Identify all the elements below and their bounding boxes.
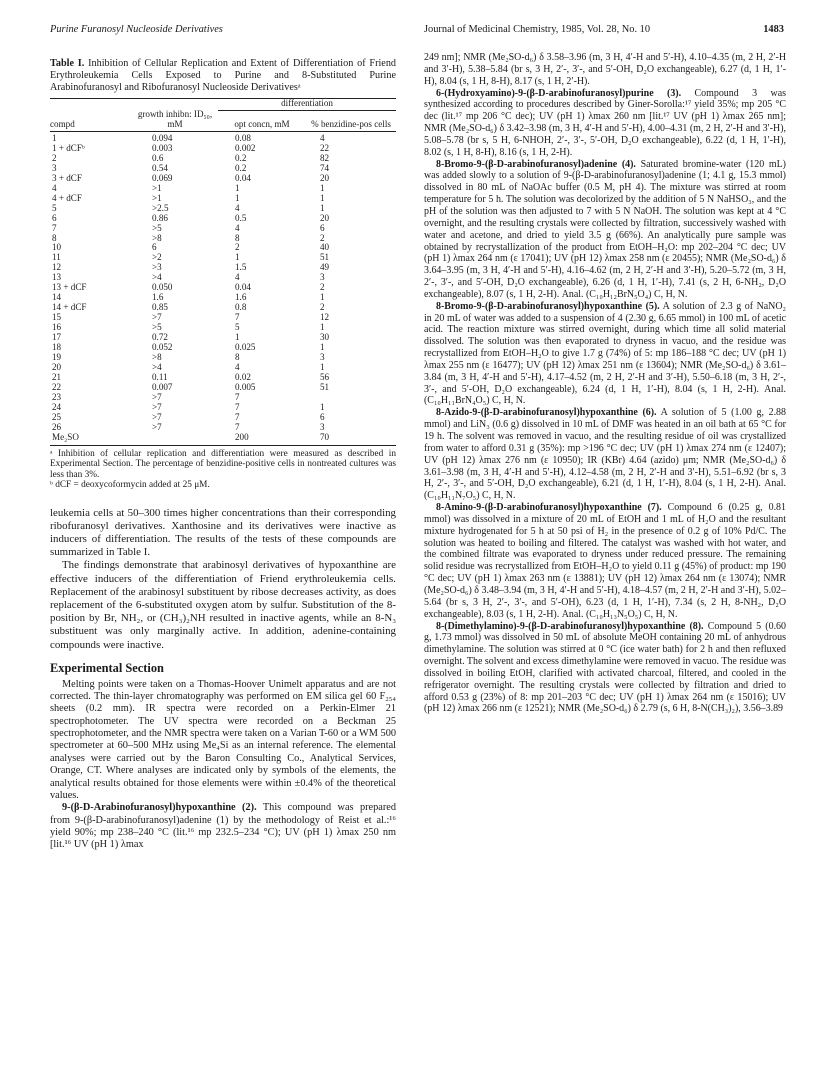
table-cell: 0.8 bbox=[235, 302, 247, 313]
table-cell: 7 bbox=[52, 222, 57, 233]
table-cell: 7 bbox=[235, 391, 240, 402]
table-row bbox=[50, 323, 396, 333]
table-row bbox=[50, 413, 396, 423]
table-cell: 5 bbox=[235, 322, 240, 333]
journal-citation: Journal of Medicinal Chemistry, 1985, Vol. 28, No. 10 bbox=[424, 24, 651, 35]
section-heading: Experimental Section bbox=[50, 660, 164, 675]
table-row bbox=[50, 144, 396, 154]
table-cell: 12 bbox=[320, 312, 330, 323]
page-number: 1483 bbox=[763, 24, 784, 35]
table-row bbox=[50, 393, 396, 403]
table-row bbox=[50, 234, 396, 244]
table-cell: 20 bbox=[320, 172, 330, 183]
table-cell: >7 bbox=[152, 391, 162, 402]
table-cell: 3 bbox=[320, 351, 325, 362]
column-group-header: differentiation bbox=[218, 98, 396, 110]
table-cell: 1 bbox=[320, 341, 325, 352]
compound-text: Compound 6 (0.25 g, 0.81 mmol) was dissolved in a mixture of 20 mL of EtOH and 1 mL of H₂O and the resultant mixture hydrogenated for 5 h at 50 psi of H₂ in the presence of 0.2 g of 10% Pd/C. The solution was heated to boiling and filtered. The catalyst was washed with hot water, and the combined filtrate was evaporated to dryness under reduced pressure. The remaining solid residue was recrystallized from EtOH–H₂O to yield 0.11 g (45%) of product: mp 190 °C dec; UV (pH 1) λmax 263 nm (ε 13881); UV (pH 12) λmax 264 nm (ε 13074); NMR (Me₂SO-d₆) δ 3.48–3.94 (m, 3 H, 4′-H and 5′-H), 4.18–4.57 (m, 2 H, 2′-H and 3′-H), 5.02–5.64 (br s, 3 H, 2′-, 3′-, and 5′-OH), 6.23 (d, 1 H, 1′-H), 7.34 (s, 2 H, 8-NH₂, D₂O exchangeable), 8.03 (s, 1 H, 2-H). Anal. (C₁₀H₁₃N₅O₅) C, H, N. bbox=[424, 502, 786, 620]
compound-heading: 8-Bromo-9-(β-D-arabinofuranosyl)hypoxanthine (5). bbox=[436, 300, 660, 312]
table-cell: 0.2 bbox=[235, 152, 247, 163]
table-row bbox=[50, 224, 396, 234]
table-cell: 4 bbox=[235, 361, 240, 372]
table-cell: 1 bbox=[320, 292, 325, 303]
table-row bbox=[50, 131, 396, 143]
table-cell: 7 bbox=[235, 401, 240, 412]
table-row bbox=[50, 373, 396, 383]
table-cell: 24 bbox=[52, 401, 62, 412]
table-cell: 0.5 bbox=[235, 212, 247, 223]
table-cell: 20 bbox=[320, 212, 330, 223]
table-row bbox=[50, 433, 396, 445]
table-row bbox=[50, 194, 396, 204]
table-cell: 1 bbox=[320, 361, 325, 372]
table-cell: 0.6 bbox=[152, 152, 164, 163]
experimental-paragraph bbox=[424, 301, 786, 408]
table-cell: 1 bbox=[320, 182, 325, 193]
table-cell: 7 bbox=[235, 421, 240, 432]
table-cell: 0.04 bbox=[235, 172, 251, 183]
table-cell: >4 bbox=[152, 361, 162, 372]
table-cell: 70 bbox=[306, 433, 396, 445]
table-row bbox=[50, 283, 396, 293]
table-cell: 8 bbox=[235, 351, 240, 362]
table-cell: 1 bbox=[235, 192, 240, 203]
table-cell: 22 bbox=[52, 381, 62, 392]
table-row bbox=[50, 154, 396, 164]
body-paragraph: The findings demonstrate that arabinosyl derivatives of hypoxanthine are effective inducers of the differentiation of Friend erythroleukemia cells. Replacement of the arabinosyl substituent by ribose decreases activity, as does replacement of the 6-substituted oxygen atom by sulfur. Substitution of the 8-position by Br, NH₂, or (CH₃)₂NH resulted in inactive agents, while an 8-N₃ substituent was only marginally active. In addition, adenine-containing compounds were inactive. bbox=[50, 559, 396, 651]
table-row bbox=[50, 303, 396, 313]
table-row bbox=[50, 243, 396, 253]
table-cell: 3 + dCF bbox=[52, 172, 82, 183]
table-cell: 23 bbox=[52, 391, 62, 402]
column-header: compd bbox=[50, 110, 132, 131]
table-cell: 0.052 bbox=[152, 341, 173, 352]
table-cell: 0.025 bbox=[235, 341, 256, 352]
table-row bbox=[50, 333, 396, 343]
compound-heading: 9-(β-D-Arabinofuranosyl)hypoxanthine (2). bbox=[62, 802, 257, 814]
table-cell: 5 bbox=[52, 202, 57, 213]
table-cell: >4 bbox=[152, 272, 162, 283]
table-cell: 2 bbox=[320, 282, 325, 293]
compound-text: A solution of 2.3 g of NaNO₂ in 20 mL of water was added to a suspension of 4 (2.30 g, 6.65 mmol) in 100 mL of acetic acid. The reaction mixture was stirred overnight, during which time all solid material dissolved. The solution was then evaporated to dryness in vacuo, and the residue was recrystallized from EtOH–H₂O to give 1.7 g (74%) of 5: mp 186–188 °C dec; UV (pH 1) λmax 255 nm (ε 16477); UV (pH 12) λmax 251 nm (ε 13604); NMR (Me₂SO-d₆) δ 3.61–3.84 (m, 3 H, 4′-H and 5′-H), 4.17–4.52 (m, 2 H, 2′-H and 3′-H), 5.50–6.18 (m, 3 H, 2′-, 3′-, and 5′-OH, D₂O exchangeable), 6.24 (d, 1 H, 1′-H), 8.04 (s, 1 H, 2-H). Anal. (C₁₀H₁₁BrN₄O₅) C, H, N. bbox=[424, 300, 786, 407]
table-cell: 1 bbox=[235, 332, 240, 343]
table-cell: >5 bbox=[152, 222, 162, 233]
table-cell: 17 bbox=[52, 332, 62, 343]
table-cell: >2.5 bbox=[152, 202, 169, 213]
table-cell: 1 bbox=[320, 322, 325, 333]
experimental-paragraph bbox=[424, 621, 786, 716]
table-cell: 0.04 bbox=[235, 282, 251, 293]
table-cell: 11 bbox=[52, 252, 61, 263]
table-cell: 22 bbox=[320, 142, 330, 153]
column-header: % benzidine-pos cells bbox=[306, 110, 396, 131]
table-cell: 7 bbox=[235, 312, 240, 323]
table-cell: 56 bbox=[320, 371, 330, 382]
column-header: growth inhibn: ID₅₀, mM bbox=[132, 110, 218, 131]
table-row bbox=[50, 363, 396, 373]
experimental-paragraph bbox=[424, 407, 786, 502]
table-cell: 0.050 bbox=[152, 282, 173, 293]
compound-text: This compound was prepared from 9-(β-D-arabinofuranosyl)adenine (1) by the methodology of Reist et al.:¹⁶ yield 90%; mp 238–240 °C (lit.¹⁶ mp 232.5–234 °C); UV (pH 1) λmax 250 nm [lit.¹⁶ UV (pH 1) λmax bbox=[50, 802, 396, 851]
compound-heading: 8-Bromo-9-(β-D-arabinofuranosyl)adenine (4). bbox=[436, 158, 636, 170]
table-cell: 16 bbox=[52, 322, 62, 333]
table-cell: 25 bbox=[52, 411, 62, 422]
table-cell: 2 bbox=[52, 152, 57, 163]
table-cell: 1.6 bbox=[235, 292, 247, 303]
table-cell: 74 bbox=[320, 162, 330, 173]
table-cell: 2 bbox=[235, 242, 240, 253]
table-cell: 18 bbox=[52, 341, 62, 352]
table-cell: >1 bbox=[152, 192, 162, 203]
table-cell: 200 bbox=[218, 433, 306, 445]
table-cell: 26 bbox=[52, 421, 62, 432]
table-cell: >7 bbox=[152, 312, 162, 323]
experimental-paragraph bbox=[50, 802, 396, 851]
table-cell: 1 bbox=[235, 252, 240, 263]
table-row bbox=[50, 273, 396, 283]
table-cell: >7 bbox=[152, 401, 162, 412]
table-cell: 2 bbox=[320, 302, 325, 313]
table-cell: 0.005 bbox=[235, 381, 256, 392]
table-cell: 0.02 bbox=[235, 371, 251, 382]
table-caption bbox=[50, 58, 396, 95]
table-cell: 10 bbox=[52, 242, 62, 253]
table-row bbox=[50, 214, 396, 224]
table-cell: 4 bbox=[52, 182, 57, 193]
table-cell: >7 bbox=[152, 411, 162, 422]
table-cell: 20 bbox=[52, 361, 62, 372]
table-cell: >8 bbox=[152, 351, 162, 362]
table-cell: 0.2 bbox=[235, 162, 247, 173]
table-cell: 82 bbox=[320, 152, 330, 163]
compound-text: Saturated bromine-water (120 mL) was added slowly to a solution of 9-(β-D-arabinofuranosyl)adenine (1; 4.1 g, 15.3 mmol) dissolved in 80 mL of NaOAc buffer (0.5 M, pH 4). The mixture was stirred at room temperature for 5 h. The solution was decolorized by the addition of 5 N NaHSO₃, and the pH of the solution was then adjusted to 7 with 5 N NaOH. The solution was kept at 4 °C overnight, and the resulting crystals were collected by filtration, successively washed with water and acetone, and dried to yield 3.5 g (66%). An analytically pure sample was obtained by recrystallization of the product from EtOH–H₂O: mp 202–204 °C dec; UV (pH 1) λmax 264 nm (ε 17041); UV (pH 12) λmax 258 nm (ε 20455); NMR (Me₂SO-d₆) δ 3.64–3.95 (m, 3 H, 4′-H and 5′-H), 4.16–4.62 (m, 2 H, 2′-H and 3′-H), 5.20–5.72 (m, 3 H, 2′-, 3′-, and 5′-OH, D₂O exchangeable), 6.26 (d, 1 H, 1′-H), 7.41 (s, 2 H, 6-NH₂, D₂O exchangeable), 8.07 (s, 1 H, 2-H). Anal. (C₁₀H₁₂BrN₅O₄) C, H, N. bbox=[424, 158, 786, 300]
compound-heading: 8-Azido-9-(β-D-arabinofuranosyl)hypoxanthine (6). bbox=[436, 407, 657, 419]
table-cell: 0.11 bbox=[152, 371, 168, 382]
table-cell: 51 bbox=[320, 381, 330, 392]
experimental-paragraph bbox=[424, 502, 786, 620]
table-cell: 13 + dCF bbox=[52, 282, 87, 293]
table-cell: 4 + dCF bbox=[52, 192, 82, 203]
compound-text: A solution of 5 (1.00 g, 2.88 mmol) and LiN₃ (0.6 g) dissolved in 10 mL of DMF was heated in an oil bath at 65 °C for 19 h. The solvent was removed in vacuo, and the resulting residue of oil was crystallized from water to afford 0.31 g (35%): mp >196 °C dec; UV (pH 1) λmax 274 nm (ε 12407); UV (pH 12) λmax 276 nm (ε 10950); IR (KBr) 4.64 (azido) μm; NMR (Me₂SO-d₆) δ 3.61–3.98 (m, 3 H, 4′-H and 5′-H), 4.12–4.58 (m, 2 H, 2′-H and 3′-H), 5.51–6.92 (br s, 3 H, 2′-, 3′-, and 5′-OH, D₂O exchangeable), 6.21 (d, 1 H, 1′-H), 8.04 (s, 1 H, 2-H). Anal. (C₁₀H₁₁N₇O₅) C, H, N. bbox=[424, 407, 786, 502]
table-row bbox=[50, 204, 396, 214]
table-cell: 7 bbox=[235, 411, 240, 422]
table-cell: Me₂SO bbox=[50, 433, 132, 445]
table-cell: 0.094 bbox=[152, 132, 173, 143]
table-cell: 0.069 bbox=[152, 172, 173, 183]
table-cell bbox=[132, 433, 218, 445]
table-row bbox=[50, 383, 396, 393]
table-cell: 19 bbox=[52, 351, 62, 362]
table-cell: 0.007 bbox=[152, 381, 173, 392]
table-cell: 1.5 bbox=[235, 262, 247, 273]
table-cell: 21 bbox=[52, 371, 62, 382]
table-cell: 1 bbox=[320, 202, 325, 213]
table-label: Table I. bbox=[50, 58, 85, 69]
table-cell: >2 bbox=[152, 252, 162, 263]
table-cell: >5 bbox=[152, 322, 162, 333]
table-row bbox=[50, 343, 396, 353]
table-cell: 2 bbox=[320, 232, 325, 243]
table-caption-text: Inhibition of Cellular Replication and Extent of Differentiation of Friend Erythroleukemia Cells Exposed to Purine and 8-Substituted Purine Arabinofuranosyl and Ribofuranosyl Nucleoside Derivativesᵃ bbox=[50, 58, 397, 94]
table-row bbox=[50, 184, 396, 194]
table-cell: 4 bbox=[235, 222, 240, 233]
table-cell: 3 bbox=[320, 272, 325, 283]
table-cell: 1 bbox=[320, 401, 325, 412]
table-cell: 51 bbox=[320, 252, 330, 263]
table-cell: 4 bbox=[320, 132, 325, 143]
table-footnote-a: ᵃ Inhibition of cellular replication and differentiation were measured as described in Experimental Section. The percentage of benzidine-positive cells in nontreated cultures was less than 3%. bbox=[50, 448, 396, 480]
table-cell: 14 bbox=[52, 292, 62, 303]
table-row bbox=[50, 253, 396, 263]
table-cell: 1.6 bbox=[152, 292, 164, 303]
right-column bbox=[424, 52, 786, 715]
table-cell: 0.86 bbox=[152, 212, 168, 223]
table-cell: 0.54 bbox=[152, 162, 168, 173]
table-cell: 0.08 bbox=[235, 132, 251, 143]
table-cell: 0.002 bbox=[235, 142, 256, 153]
table-body bbox=[50, 131, 396, 445]
table-cell: >8 bbox=[152, 232, 162, 243]
table-cell: 6 bbox=[320, 411, 325, 422]
table-row bbox=[50, 164, 396, 174]
table-cell: 6 bbox=[52, 212, 57, 223]
table-cell: 13 bbox=[52, 272, 62, 283]
experimental-paragraph: Melting points were taken on a Thomas-Hoover Unimelt apparatus and are not corrected. The thin-layer chromatography was performed on EM silica gel 60 F₂₅₄ sheets (0.2 mm). IR spectra were recorded on a Perkin-Elmer 21 spectrophotometer. The UV spectra were recorded on a Beckman 25 spectrophotometer, and the NMR spectra were taken on a Varian T-60 or a WM 500 spectrometer at 60–500 MHz using Me₄Si as an internal reference. The elemental analyses were carried out by the Baron Consulting Co., Analytical Services, Orange, CT. Where analyses are indicated only by symbols of the elements, the analytical results obtained for those elements were within ±0.4% of the theoretical values. bbox=[50, 678, 396, 801]
table-row bbox=[50, 293, 396, 303]
table-cell: 1 + dCFᵇ bbox=[52, 142, 85, 153]
table-cell: 0.72 bbox=[152, 332, 168, 343]
table-cell: 12 bbox=[52, 262, 62, 273]
table-row bbox=[50, 423, 396, 433]
compound-text: Compound 5 (0.60 g, 1.73 mmol) was dissolved in 50 mL of absolute MeOH containing 20 mL of anhydrous dimethylamine. The solution was stirred at 0 °C (ice water bath) for 2 h and then refluxed overnight. The solvent and excess dimethylamine were removed in vacuo. The residue was dissolved in boiling EtOH, clarified with activated charcoal, filtered, and cooled in the refrigerator overnight. The resulting crystals were collected by filtration and dried to afford 0.53 g (23%) of 8: mp 201–203 °C dec; UV (pH 1) λmax 264 nm (ε 15016); UV (pH 12) λmax 266 nm (ε 12521); NMR (Me₂SO-d₆) δ 2.79 (s, 6 H, 8-N(CH₃)₂), 3.56–3.89 bbox=[424, 620, 786, 715]
table-cell: 8 bbox=[235, 232, 240, 243]
left-column bbox=[50, 58, 396, 852]
experimental-paragraph bbox=[424, 159, 786, 301]
table-cell: 15 bbox=[52, 312, 62, 323]
body-paragraph: leukemia cells at 50–300 times higher concentrations than their corresponding ribofuranosyl derivatives. Xanthosine and its derivatives were inactive as inducers of differentiation. The results of the tests of these compounds are summarized in Table I. bbox=[50, 506, 396, 559]
table-cell: >7 bbox=[152, 421, 162, 432]
compound-heading: 8-(Dimethylamino)-9-(β-D-arabinofuranosyl)hypoxanthine (8). bbox=[436, 620, 704, 632]
running-head: Purine Furanosyl Nucleoside Derivatives bbox=[50, 24, 223, 35]
table-cell: 30 bbox=[320, 332, 330, 343]
table-cell: 0.003 bbox=[152, 142, 173, 153]
table-cell: 3 bbox=[320, 421, 325, 432]
table-cell: 14 + dCF bbox=[52, 302, 87, 313]
table-row bbox=[50, 353, 396, 363]
table-footnote-b: ᵇ dCF = deoxycoformycin added at 25 μM. bbox=[50, 480, 210, 491]
table-cell: 4 bbox=[235, 202, 240, 213]
table-cell: 8 bbox=[52, 232, 57, 243]
table-cell: 4 bbox=[235, 272, 240, 283]
compound-heading: 8-Amino-9-(β-D-arabinofuranosyl)hypoxanthine (7). bbox=[436, 502, 662, 514]
table-cell: 3 bbox=[52, 162, 57, 173]
table-row bbox=[50, 263, 396, 273]
table-row bbox=[50, 403, 396, 413]
table-row bbox=[50, 313, 396, 323]
table-cell: 0.85 bbox=[152, 302, 168, 313]
column-header: opt concn, mM bbox=[218, 110, 306, 131]
table-cell: 1 bbox=[320, 192, 325, 203]
compound-heading: 6-(Hydroxyamino)-9-(β-D-arabinofuranosyl)purine (3). bbox=[436, 87, 682, 99]
table-cell: 1 bbox=[52, 132, 57, 143]
table-cell: 1 bbox=[235, 182, 240, 193]
table-cell: 40 bbox=[320, 242, 330, 253]
table-cell: >3 bbox=[152, 262, 162, 273]
data-table bbox=[50, 98, 396, 446]
compound-text: Compound 3 was synthesized according to procedures described by Giner-Sorolla:¹⁷ yield 35%; mp 205 °C dec (lit.¹⁷ mp 206 °C dec); UV (pH 1) λmax 260 nm [lit.¹⁷ UV (pH 1) λmax 265 nm]; NMR (Me₂SO-d₆) δ 3.42–3.98 (m, 3 H, 4′-H and 5′-H), 4.00–4.31 (m, 2 H, 2′-H and 3′-H), 5.08–5.78 (br s, 5 H, 6-NHOH, 2′-, 3′-, 5′-OH, D₂O exchangeable), 6.22 (d, 1 H, 1′-H), 8.02 (s, 1 H, 8-H), 8.16 (s, 1 H, 2-H). bbox=[424, 87, 786, 158]
table-cell: 49 bbox=[320, 262, 330, 273]
experimental-paragraph: 249 nm]; NMR (Me₂SO-d₆) δ 3.58–3.96 (m, 3 H, 4′-H and 5′-H), 4.10–4.35 (m, 2 H, 2′-H and 3′-H), 5.38–5.84 (br s, 3 H, 2′-, 3′-, and 5′-OH, D₂O exchangeable), 6.27 (d, 1 H, 1′-H), 8.04 (s, 1 H, 8-H), 8.17 (s, 1 H, 2′-H). bbox=[424, 52, 786, 87]
table-cell: >1 bbox=[152, 182, 162, 193]
table-cell: 6 bbox=[152, 242, 157, 253]
table-row bbox=[50, 174, 396, 184]
experimental-paragraph bbox=[424, 88, 786, 159]
table-cell: 6 bbox=[320, 222, 325, 233]
